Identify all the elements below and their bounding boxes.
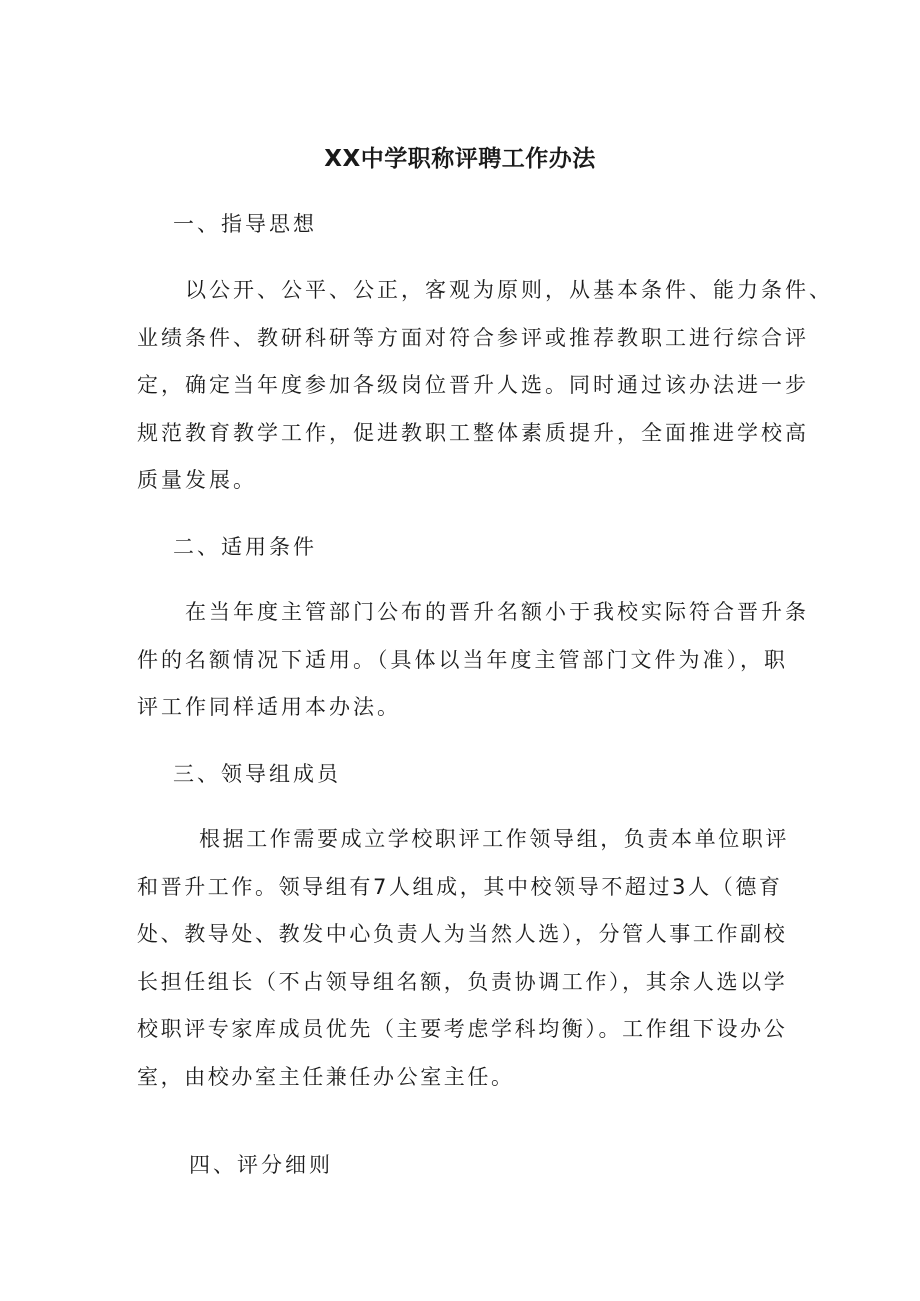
paragraph-line: 根据工作需要成立学校职评工作领导组，负责本单位职评 <box>199 827 789 851</box>
paragraph-line: 处、教导处、教发中心负责人为当然人选），分管人事工作副校 <box>137 922 788 946</box>
paragraph-line: 规范教育教学工作，促进教职工整体素质提升，全面推进学校高 <box>137 421 809 445</box>
paragraph-line: 校职评专家库成员优先（主要考虑学科均衡）。工作组下设办公 <box>137 1017 788 1041</box>
paragraph-line: 件的名额情况下适用。（具体以当年度主管部门文件为准），职 <box>137 648 788 672</box>
paragraph-line: 以公开、公平、公正，客观为原则，从基本条件、能力条件、 <box>185 278 833 302</box>
paragraph-line: 和晋升工作。领导组有7人组成，其中校领导不超过3人（德育 <box>137 875 783 899</box>
document-title: XX中学职称评聘工作办法 <box>324 146 596 172</box>
section-heading-scoring-rules: 四、评分细则 <box>189 1153 333 1177</box>
paragraph-line: 长担任组长（不占领导组名额，负责协调工作），其余人选以学 <box>137 970 788 994</box>
paragraph-line: 在当年度主管部门公布的晋升名额小于我校实际符合晋升条 <box>185 600 809 624</box>
paragraph-line: 室，由校办室主任兼任办公室主任。 <box>137 1065 515 1089</box>
section-heading-guiding-principles: 一、指导思想 <box>173 212 317 236</box>
paragraph-line: 业绩条件、教研科研等方面对符合参评或推荐教职工进行综合评 <box>137 326 809 350</box>
paragraph-line: 定，确定当年度参加各级岗位晋升人选。同时通过该办法进一步 <box>137 373 809 397</box>
section-heading-leadership-group: 三、领导组成员 <box>173 762 341 786</box>
paragraph-line: 评工作同样适用本办法。 <box>137 695 401 719</box>
section-heading-applicable-conditions: 二、适用条件 <box>173 535 317 559</box>
paragraph-line: 质量发展。 <box>137 468 257 492</box>
